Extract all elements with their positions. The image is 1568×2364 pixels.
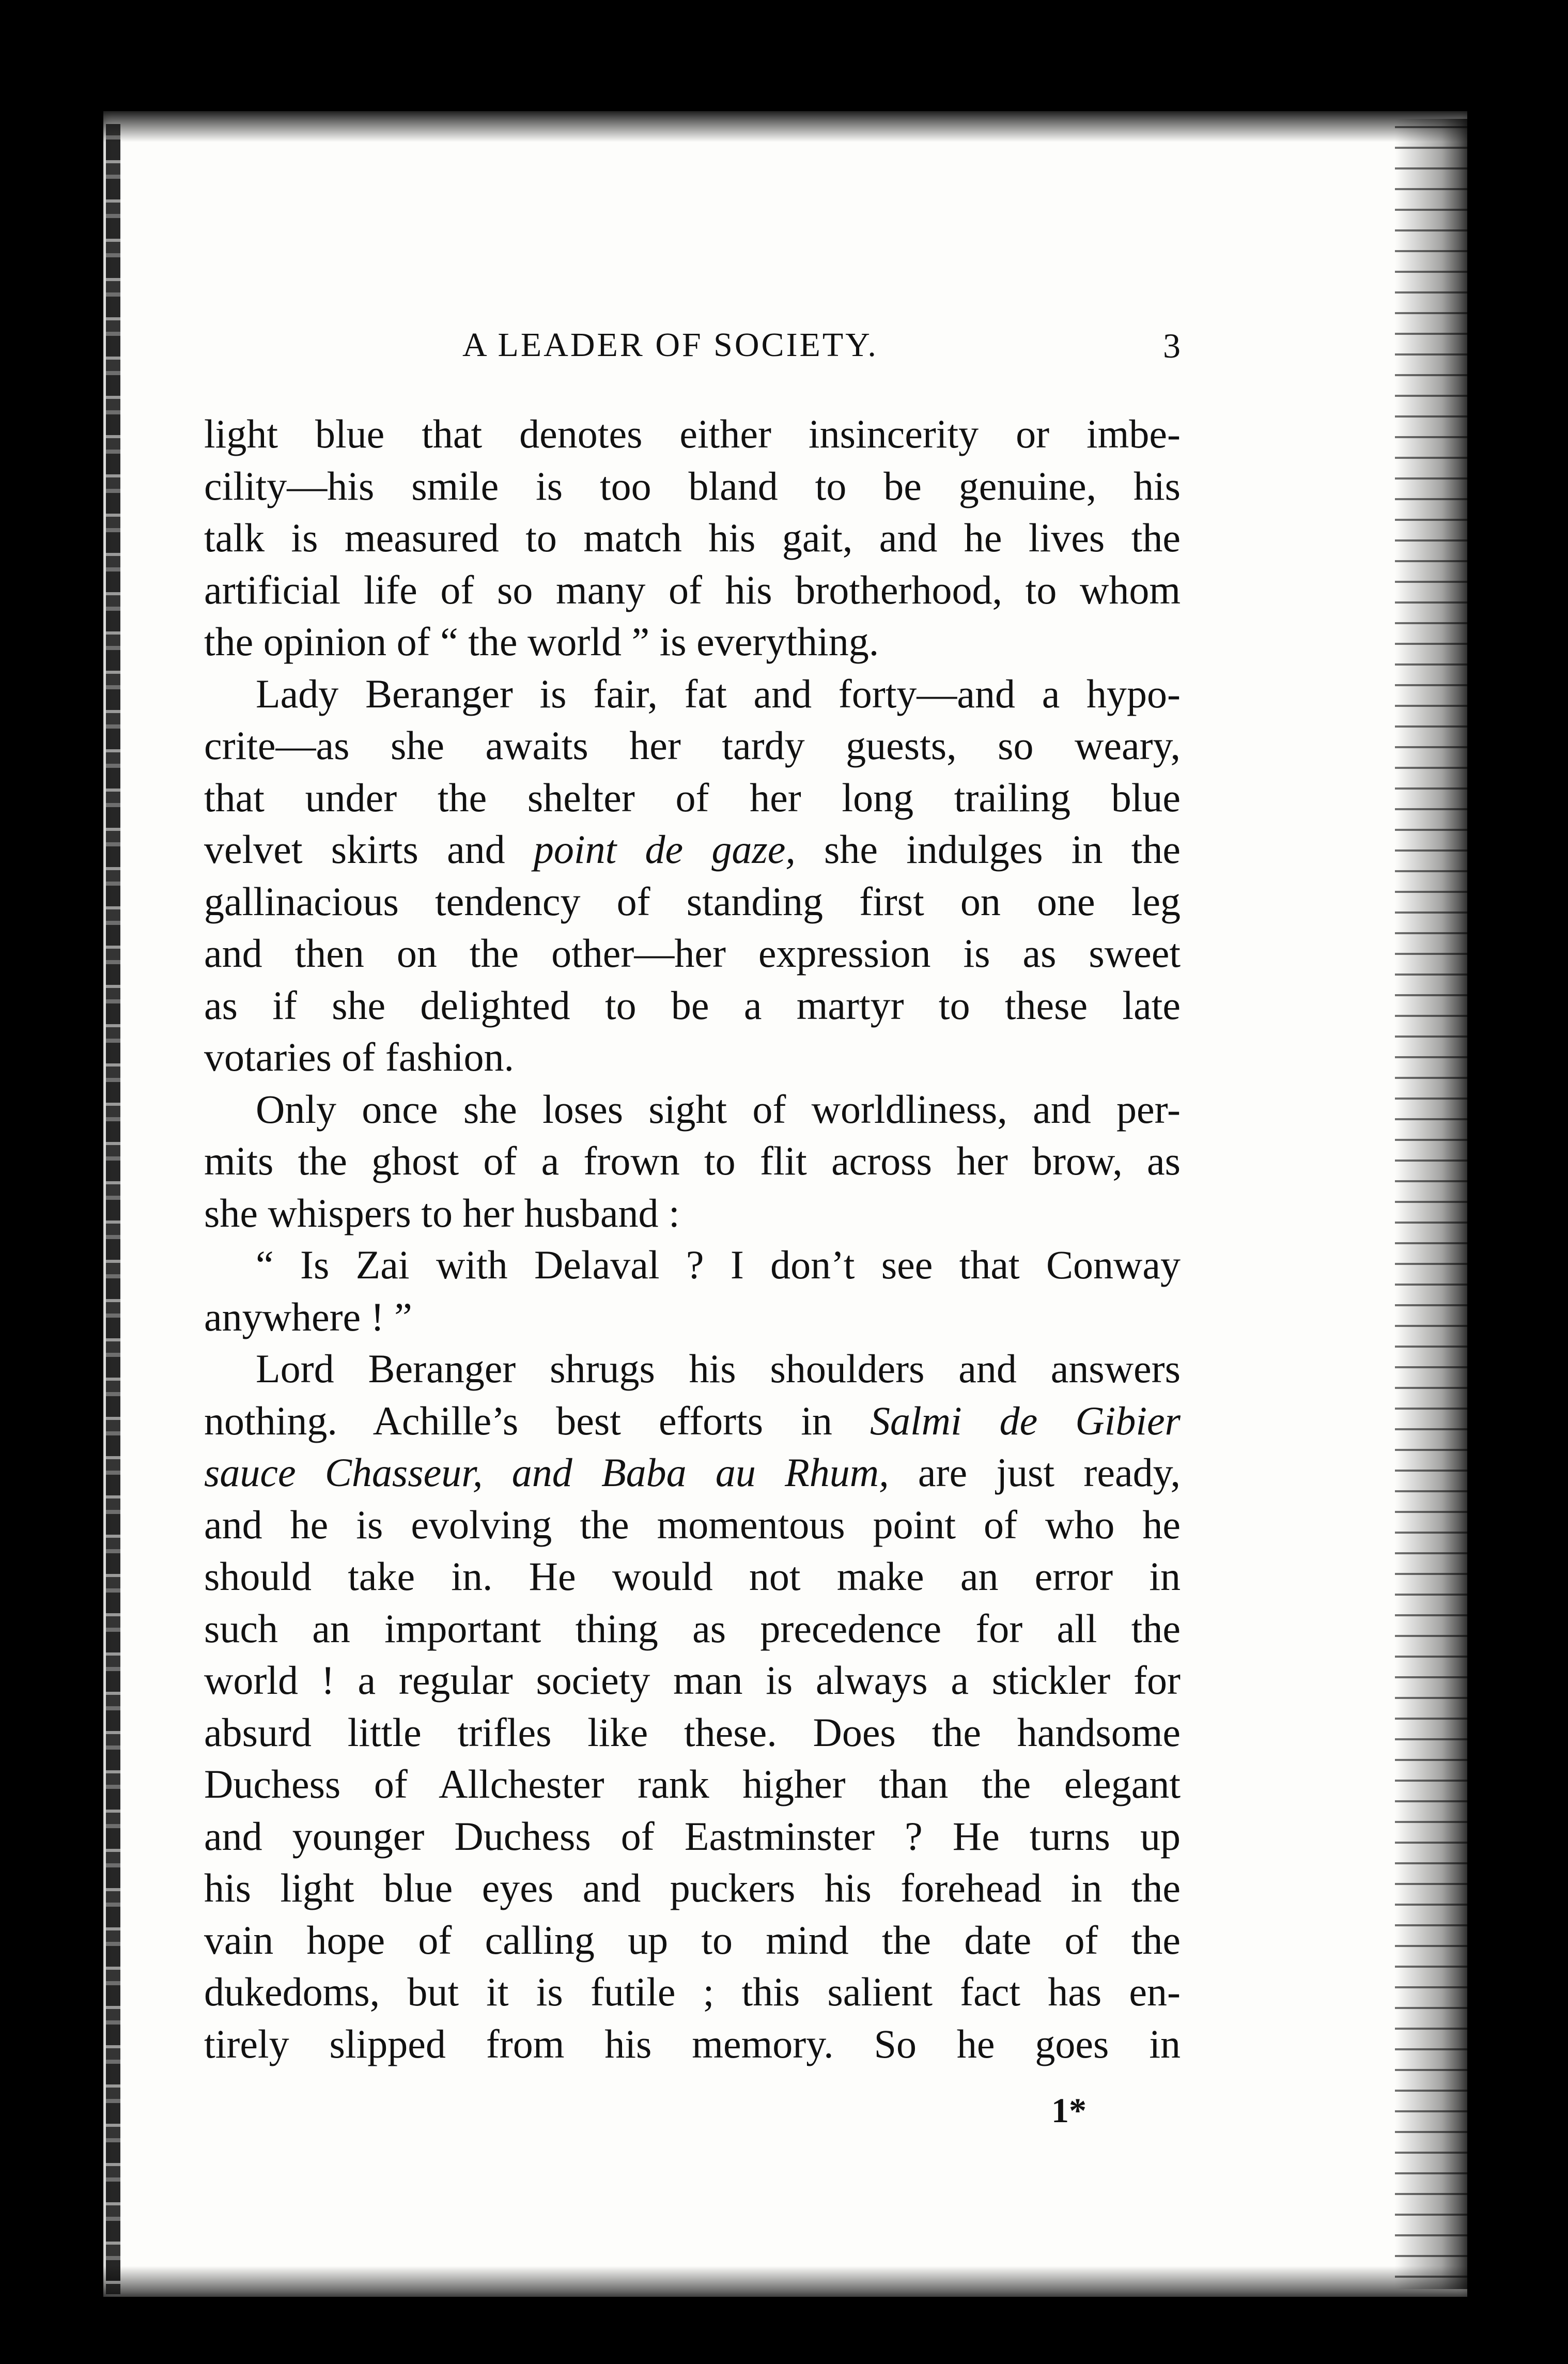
page-bottom-shadow	[103, 2266, 1467, 2297]
text-segment: absurd little trifles like these. Does the handsome	[204, 1709, 1181, 1755]
text-line	[204, 1499, 1181, 1551]
text-segment: light blue that denotes either insincerity or imbe-	[204, 411, 1181, 456]
italic-text: Salmi de Gibier	[870, 1398, 1181, 1443]
text-segment: should take in. He would not make an error in	[204, 1554, 1181, 1599]
running-head	[204, 326, 1181, 372]
text-line	[204, 1239, 1181, 1291]
text-line	[204, 1447, 1181, 1499]
text-segment: gallinacious tendency of standing first on one leg	[204, 878, 1181, 924]
italic-text: point de gaze,	[533, 827, 796, 872]
text-segment: and then on the other—her expression is as sweet	[204, 931, 1181, 976]
text-line	[204, 564, 1181, 616]
text-segment: world ! a regular society man is always a stickler for	[204, 1658, 1181, 1703]
text-line	[204, 1758, 1181, 1811]
text-line	[204, 1862, 1181, 1914]
text-segment: anywhere ! ”	[204, 1294, 412, 1339]
text-segment: she whispers to her husband :	[204, 1190, 680, 1235]
body-text	[204, 408, 1181, 2070]
text-line	[204, 824, 1181, 876]
text-line	[204, 876, 1181, 928]
text-line	[204, 772, 1181, 824]
text-line	[204, 1551, 1181, 1603]
text-line	[204, 720, 1181, 772]
text-line	[204, 2018, 1181, 2071]
text-line	[204, 928, 1181, 980]
text-line	[204, 460, 1181, 513]
text-segment: Lady Beranger is fair, fat and forty—and a hypo-	[256, 671, 1181, 716]
text-line	[204, 1914, 1181, 1967]
running-title: A LEADER OF SOCIETY.	[462, 326, 878, 364]
text-line	[204, 512, 1181, 564]
text-line	[204, 668, 1181, 720]
text-segment: velvet skirts and	[204, 827, 534, 872]
signature-mark: 1*	[1051, 2091, 1086, 2130]
text-segment: as if she delighted to be a martyr to these late	[204, 982, 1181, 1028]
text-segment: votaries of fashion.	[204, 1034, 515, 1079]
text-segment: and younger Duchess of Eastminster ? He turns up	[204, 1813, 1181, 1859]
text-segment: talk is measured to match his gait, and he lives the	[204, 515, 1181, 560]
text-line	[204, 1187, 1181, 1240]
page-gutter-edge	[106, 124, 120, 2294]
text-segment: crite—as she awaits her tardy guests, so weary,	[204, 723, 1181, 768]
text-line	[204, 1135, 1181, 1187]
text-segment: vain hope of calling up to mind the date of the	[204, 1917, 1181, 1963]
text-segment: that under the shelter of her long trailing blue	[204, 775, 1181, 820]
text-segment: mits the ghost of a frown to flit across her brow, as	[204, 1138, 1181, 1183]
text-segment: Lord Beranger shrugs his shoulders and answers	[256, 1346, 1181, 1391]
text-line	[204, 1084, 1181, 1136]
text-segment: nothing. Achille’s best efforts in	[204, 1398, 870, 1443]
page-top-shadow	[103, 111, 1467, 142]
text-line	[204, 1291, 1181, 1343]
text-segment: Duchess of Allchester rank higher than the elegant	[204, 1762, 1181, 1806]
italic-text: sauce Chasseur, and Baba au Rhum,	[204, 1450, 889, 1495]
text-segment: “ Is Zai with Delaval ? I don’t see that Conway	[256, 1242, 1181, 1287]
text-line	[204, 980, 1181, 1032]
text-segment: artificial life of so many of his brotherhood, to whom	[204, 567, 1181, 612]
text-line	[204, 1603, 1181, 1655]
text-segment: his light blue eyes and puckers his forehead in the	[204, 1865, 1181, 1910]
text-segment: Only once she loses sight of worldliness, and per-	[256, 1086, 1181, 1132]
text-line	[204, 1655, 1181, 1707]
text-line	[204, 1966, 1181, 2018]
text-line	[204, 1031, 1181, 1084]
text-line	[204, 1343, 1181, 1395]
text-segment: tirely slipped from his memory. So he goes in	[204, 2021, 1181, 2066]
text-line	[204, 408, 1181, 460]
text-segment: are just ready,	[889, 1450, 1181, 1495]
text-line	[204, 1811, 1181, 1863]
text-line	[204, 1707, 1181, 1759]
text-segment: and he is evolving the momentous point of who he	[204, 1502, 1181, 1547]
text-segment: cility—his smile is too bland to be genuine, his	[204, 463, 1181, 508]
text-line	[204, 616, 1181, 668]
page-number: 3	[1163, 326, 1181, 365]
page-fore-edge	[1395, 119, 1472, 2289]
text-segment: such an important thing as precedence for all the	[204, 1605, 1181, 1651]
text-segment: dukedoms, but it is futile ; this salient fact has en-	[204, 1969, 1181, 2014]
text-segment: she indulges in the	[795, 827, 1181, 872]
text-line	[204, 1395, 1181, 1447]
text-segment: the opinion of “ the world ” is everything.	[204, 619, 879, 664]
